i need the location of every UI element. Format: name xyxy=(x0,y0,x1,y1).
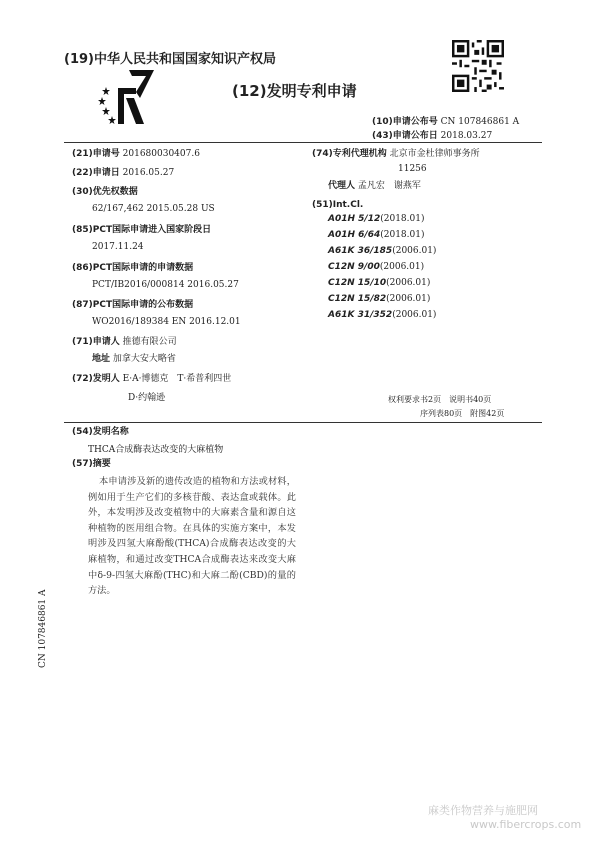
ipc-code: C12N 9/00(2006.01) xyxy=(328,262,425,272)
qr-code xyxy=(452,40,504,92)
field-30-priority-value: 62/167,462 2015.05.28 US xyxy=(92,204,215,214)
field-71-applicant: (71)申请人 推德有限公司 xyxy=(72,337,177,347)
field-22-filing-date: (22)申请日 2016.05.27 xyxy=(72,168,175,178)
office-name: (19)中华人民共和国国家知识产权局 xyxy=(64,52,276,67)
watermark-url: www.fibercrops.com xyxy=(470,818,582,831)
field-85-label: (85)PCT国际申请进入国家阶段日 xyxy=(72,225,212,235)
ipc-code: A01H 5/12(2018.01) xyxy=(328,214,425,224)
field-87-value: WO2016/189384 EN 2016.12.01 xyxy=(92,317,241,327)
page-count-line1: 权利要求书2页 说明书40页 xyxy=(388,395,492,404)
field-87-label: (87)PCT国际申请的公布数据 xyxy=(72,300,194,310)
ipc-code: C12N 15/10(2006.01) xyxy=(328,278,431,288)
document-type-title: (12)发明专利申请 xyxy=(232,82,357,100)
invention-title: THCA合成酶表达改变的大麻植物 xyxy=(88,445,224,455)
agent: 代理人 孟凡宏 谢燕军 xyxy=(328,181,421,191)
field-72-inventors: (72)发明人 E·A·博德克 T·希普利四世 xyxy=(72,374,232,384)
field-86-value: PCT/IB2016/000814 2016.05.27 xyxy=(92,280,239,290)
section-divider xyxy=(64,422,542,423)
ipc-code: A01H 6/64(2018.01) xyxy=(328,230,425,240)
publication-number: (10)申请公布号 CN 107846861 A xyxy=(372,117,520,127)
header-divider xyxy=(64,142,542,143)
applicant-address: 地址 加拿大安大略省 xyxy=(92,354,176,364)
page-count-line2: 序列表80页 附图42页 xyxy=(420,409,505,418)
field-74-agency: (74)专利代理机构 北京市金杜律师事务所 xyxy=(312,149,480,159)
field-57-abstract-label: (57)摘要 xyxy=(72,459,111,469)
ipc-code: C12N 15/82(2006.01) xyxy=(328,294,431,304)
field-51-label: (51)Int.Cl. xyxy=(312,200,364,210)
field-30-priority-label: (30)优先权数据 xyxy=(72,187,138,197)
ipc-code: A61K 31/352(2006.01) xyxy=(328,310,437,320)
field-21-application-number: (21)申请号 201680030407.6 xyxy=(72,149,200,159)
ipc-code: A61K 36/185(2006.01) xyxy=(328,246,437,256)
field-54-title-label: (54)发明名称 xyxy=(72,427,129,437)
field-85-value: 2017.11.24 xyxy=(92,242,144,252)
publication-date: (43)申请公布日 2018.03.27 xyxy=(372,131,493,141)
abstract-text: 本申请涉及新的遗传改造的植物和方法或材料，例如用于生产它们的多核苷酸、表达盒或载体。此外，本发明涉及改变植物中的大麻素含量和源自这种植物的医用组合物。在具体的实施方案中，本发明涉及四氢大麻酚酸(THCA)合成酶表达改变的大麻植物，和通过改变THCA合成酶表达来改变大麻中δ-9-四氢大麻酚(THC)和大麻二酚(CBD)的量的方法。 xyxy=(88,476,296,597)
field-86-label: (86)PCT国际申请的申请数据 xyxy=(72,263,194,273)
field-74-agency-code: 11256 xyxy=(398,164,427,174)
watermark: 麻类作物营养与施肥网 xyxy=(428,804,538,817)
cnipa-emblem xyxy=(96,68,158,130)
field-72-inventors-line2: D·约翰逊 xyxy=(128,393,166,403)
side-publication-number: CN 107846861 A xyxy=(38,589,48,668)
